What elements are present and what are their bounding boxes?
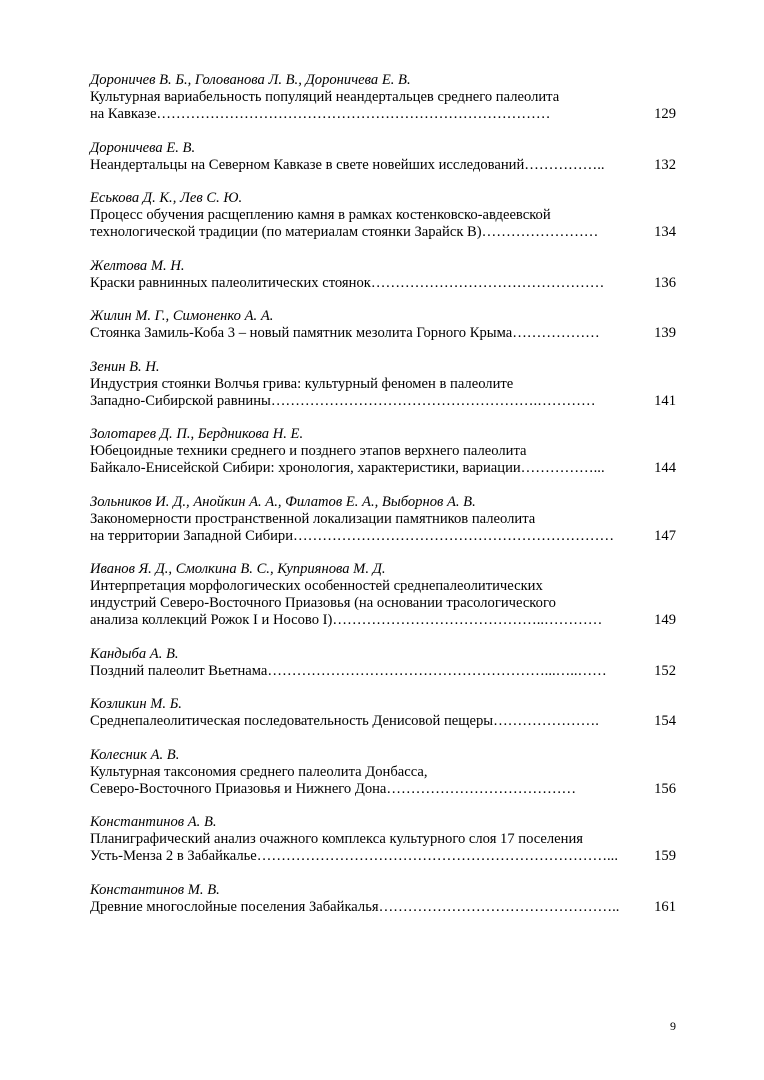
entry-authors: Дороничева Е. В. xyxy=(90,139,196,156)
entry-title-with-leader: на территории Западной Сибири………………………………………………………… xyxy=(90,527,615,544)
entry-authors: Жилин М. Г., Симоненко А. А. xyxy=(90,308,274,324)
entry-title-last-line xyxy=(90,460,676,477)
entry-authors: Золотарев Д. П., Бердникова Н. Е. xyxy=(90,426,304,442)
toc-entry[interactable] xyxy=(90,359,676,410)
entry-title-last-line xyxy=(90,528,676,545)
toc-entry[interactable] xyxy=(90,426,676,477)
entry-title-last-line xyxy=(90,663,676,680)
entry-title-last-line xyxy=(90,393,676,410)
entry-authors: Зенин В. Н. xyxy=(90,358,160,375)
entry-page-number: 129 xyxy=(654,106,676,122)
toc-entry[interactable] xyxy=(90,140,676,174)
entry-authors: Еськова Д. К., Лев С. Ю. xyxy=(90,190,243,206)
toc-entry[interactable] xyxy=(90,747,676,798)
entry-title-line: Закономерности пространственной локализации памятников палеолита xyxy=(90,510,536,527)
entry-authors: Зольников И. Д., Анойкин А. А., Филатов Е. А., Выборнов А. В. xyxy=(90,493,476,510)
entry-title-last-line xyxy=(90,325,676,342)
entry-title-last-line xyxy=(90,899,676,916)
entry-page-number: 159 xyxy=(654,848,676,864)
entry-title-with-leader: Байкало-Енисейской Сибири: хронология, характеристики, вариации……………... xyxy=(90,460,605,476)
entry-authors: Константинов А. В. xyxy=(90,814,217,830)
entry-title-last-line xyxy=(90,275,676,292)
entry-page-number: 152 xyxy=(654,662,676,679)
entry-title-last-line xyxy=(90,157,676,174)
toc-entry[interactable] xyxy=(90,561,676,629)
entry-title-with-leader: Краски равнинных палеолитических стоянок………………………………………… xyxy=(90,274,605,291)
page-number: 9 xyxy=(670,1019,676,1033)
entry-title-line: Процесс обучения расщеплению камня в рамках костенковско-авдеевской xyxy=(90,207,551,223)
entry-title-line: индустрий Северо-Восточного Приазовья (на основании трасологического xyxy=(90,595,556,611)
entry-title-last-line xyxy=(90,612,676,629)
entry-title-with-leader: на Кавказе……………………………………………………………………… xyxy=(90,106,551,122)
entry-authors: Желтова М. Н. xyxy=(90,257,185,274)
entry-title-last-line xyxy=(90,781,676,798)
entry-title-last-line xyxy=(90,224,676,241)
toc-entry[interactable] xyxy=(90,72,676,123)
entry-authors: Константинов М. В. xyxy=(90,881,220,898)
toc-entry[interactable] xyxy=(90,882,676,916)
toc-entry[interactable] xyxy=(90,814,676,865)
entry-title-line: Интерпретация морфологических особенностей среднепалеолитических xyxy=(90,578,543,594)
toc-entry[interactable] xyxy=(90,190,676,241)
entry-authors: Колесник А. В. xyxy=(90,746,180,763)
entry-title-with-leader: анализа коллекций Рожок I и Носово I)……………………………………..………… xyxy=(90,612,603,628)
entry-page-number: 149 xyxy=(654,612,676,628)
entry-page-number: 147 xyxy=(654,527,676,544)
toc-entry[interactable] xyxy=(90,646,676,680)
entry-title-last-line xyxy=(90,106,676,123)
entry-title-line: Культурная вариабельность популяций неандертальцев среднего палеолита xyxy=(90,89,560,105)
entry-title-with-leader: Неандертальцы на Северном Кавказе в свете новейших исследований…………….. xyxy=(90,156,605,173)
entry-page-number: 161 xyxy=(654,898,676,915)
entry-title-with-leader: Усть-Менза 2 в Забайкалье………………………………………………………………... xyxy=(90,848,618,864)
entry-title-line: Юбецоидные техники среднего и позднего этапов верхнего палеолита xyxy=(90,443,527,459)
entry-title-with-leader: Среднепалеолитическая последовательность Денисовой пещеры…………………. xyxy=(90,713,599,729)
entry-title-line: Культурная таксономия среднего палеолита Донбасса, xyxy=(90,763,428,780)
toc-entry[interactable] xyxy=(90,494,676,545)
entry-authors: Иванов Я. Д., Смолкина В. С., Куприянова М. Д. xyxy=(90,561,386,577)
entry-title-with-leader: технологической традиции (по материалам стоянки Зарайск В)…………………… xyxy=(90,224,599,240)
entry-authors: Кандыба А. В. xyxy=(90,645,179,662)
entry-authors: Козликин М. Б. xyxy=(90,696,182,712)
entry-title-line: Индустрия стоянки Волчья грива: культурный феномен в палеолите xyxy=(90,375,514,392)
toc-entry[interactable] xyxy=(90,308,676,342)
entry-page-number: 139 xyxy=(654,325,676,341)
toc-entry[interactable] xyxy=(90,258,676,292)
entry-page-number: 132 xyxy=(654,156,676,173)
entry-title-with-leader: Западно-Сибирской равнины……………………………………………….………… xyxy=(90,392,596,409)
toc-entry[interactable] xyxy=(90,696,676,730)
entry-page-number: 154 xyxy=(654,713,676,729)
entry-page-number: 134 xyxy=(654,224,676,240)
entry-authors: Дороничев В. Б., Голованова Л. В., Дороничева Е. В. xyxy=(90,72,411,88)
entry-page-number: 141 xyxy=(654,392,676,409)
entry-title-with-leader: Северо-Восточного Приазовья и Нижнего Дона………………………………… xyxy=(90,780,577,797)
entry-title-last-line xyxy=(90,713,676,730)
entry-title-last-line xyxy=(90,848,676,865)
entry-title-with-leader: Поздний палеолит Вьетнама…………………………………………………...…..…… xyxy=(90,662,607,679)
entry-title-line: Планиграфический анализ очажного комплекса культурного слоя 17 поселения xyxy=(90,831,583,847)
entry-title-with-leader: Стоянка Замиль-Коба 3 – новый памятник мезолита Горного Крыма……………… xyxy=(90,325,600,341)
entry-page-number: 156 xyxy=(654,780,676,797)
entry-page-number: 136 xyxy=(654,274,676,291)
entry-page-number: 144 xyxy=(654,460,676,476)
table-of-contents xyxy=(90,72,676,932)
entry-title-with-leader: Древние многослойные поселения Забайкалья………………………………………….. xyxy=(90,898,620,915)
